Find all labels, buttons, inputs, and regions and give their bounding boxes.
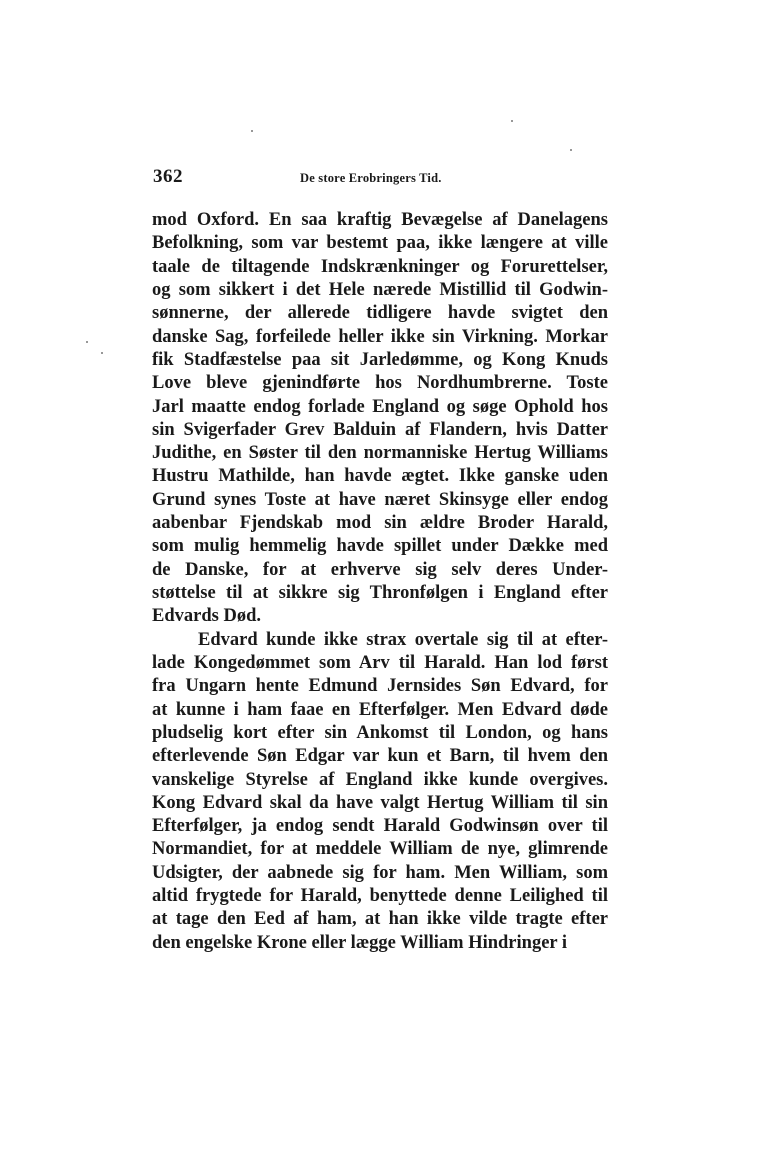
body-text — [152, 209, 608, 955]
text-line: mod Oxford. En saa kraftig Bevægelse af Danelagens — [152, 210, 608, 230]
text-line: at tage den Eed af ham, at han ikke vilde tragte efter — [152, 909, 608, 930]
text-line: Edvards Død. — [152, 606, 261, 627]
text-line: Efterfølger, ja endog sendt Harald Godwinsøn over til — [152, 816, 608, 837]
text-line: Judithe, en Søster til den normanniske Hertug Williams — [152, 443, 608, 464]
text-line: Edvard kunde ikke strax overtale sig til at efter- — [198, 629, 608, 650]
text-line: danske Sag, forfeilede heller ikke sin Virkning. Morkar — [152, 326, 608, 347]
text-line: de Danske, for at erhverve sig selv deres Under- — [152, 559, 608, 580]
text-line: Hustru Mathilde, han havde ægtet. Ikke ganske uden — [152, 466, 608, 487]
text-line: Grund synes Toste at have næret Skinsyge eller endog — [152, 489, 608, 510]
text-line: Jarl maatte endog forlade England og søge Ophold hos — [152, 396, 608, 417]
running-title: De store Erobringers Tid. — [300, 171, 442, 185]
text-line: pludselig kort efter sin Ankomst til London, og hans — [152, 722, 608, 743]
text-line: lade Kongedømmet som Arv til Harald. Han lod først — [152, 652, 608, 673]
text-line: aabenbar Fjendskab mod sin ældre Broder Harald, — [152, 513, 608, 534]
text-line: vanskelige Styrelse af England ikke kunde overgives. — [152, 769, 608, 790]
text-line: at kunne i ham faae en Efterfølger. Men Edvard døde — [152, 699, 608, 720]
text-line: taale de tiltagende Indskrænkninger og Forurettelser, — [152, 256, 608, 277]
page-number: 362 — [153, 166, 183, 187]
scan-speck — [570, 149, 572, 151]
text-line: Normandiet, for at meddele William de nye, glimrende — [152, 839, 608, 860]
scan-speck — [101, 352, 103, 354]
text-line: og som sikkert i det Hele nærede Mistillid til Godwin- — [152, 279, 608, 300]
text-line: som mulig hemmelig havde spillet under Dække med — [152, 536, 608, 557]
text-line: altid frygtede for Harald, benyttede denne Leilighed til — [152, 886, 608, 907]
text-line: Udsigter, der aabnede sig for ham. Men William, som — [152, 862, 608, 883]
text-line: Love bleve gjenindførte hos Nordhumbrerne. Toste — [152, 373, 608, 394]
scan-speck — [86, 341, 88, 343]
text-line: Kong Edvard skal da have valgt Hertug William til sin — [152, 792, 608, 813]
text-line: fra Ungarn hente Edmund Jernsides Søn Edvard, for — [152, 676, 608, 697]
text-line: sin Svigerfader Grev Balduin af Flandern, hvis Datter — [152, 419, 608, 440]
scan-speck — [511, 120, 513, 122]
text-line: sønnerne, der allerede tidligere havde svigtet den — [152, 303, 608, 324]
text-line: fik Stadfæstelse paa sit Jarledømme, og Kong Knuds — [152, 349, 608, 370]
text-line: støttelse til at sikkre sig Thronfølgen i England efter — [152, 583, 608, 603]
scan-speck — [251, 130, 253, 132]
text-line: Befolkning, som var bestemt paa, ikke længere at ville — [152, 233, 608, 254]
text-line: efterlevende Søn Edgar var kun et Barn, til hvem den — [152, 746, 608, 767]
text-line: den engelske Krone eller lægge William Hindringer i — [152, 932, 568, 953]
